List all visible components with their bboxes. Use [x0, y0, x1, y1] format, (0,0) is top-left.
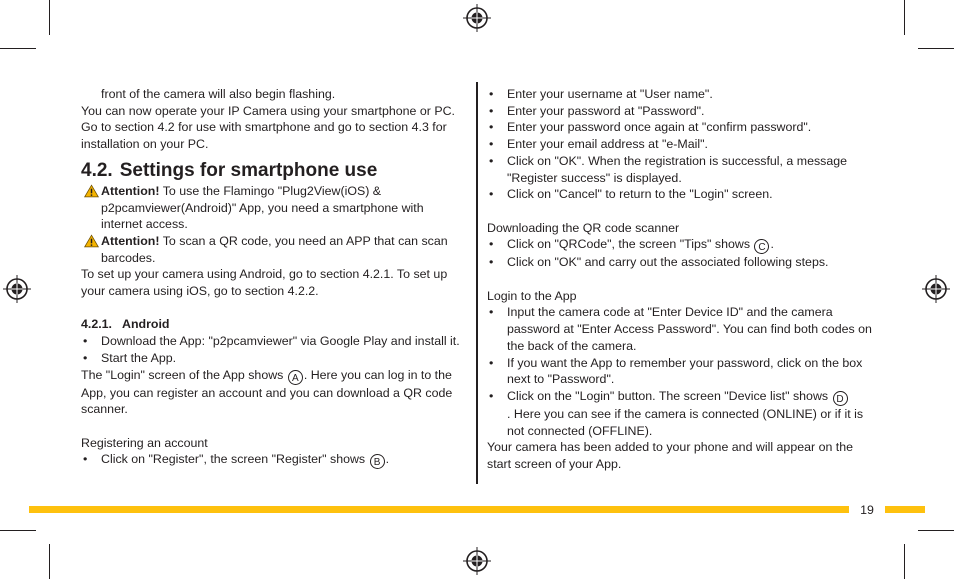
warning-label: Attention!	[101, 233, 160, 248]
registration-mark-icon	[463, 4, 491, 32]
crop-mark	[49, 544, 50, 579]
crop-mark	[918, 48, 954, 49]
intro-paragraph: You can now operate your IP Camera using your smartphone or PC. Go to section 4.2 for use with smartphone and go to section 4.3 for installation on your PC.	[81, 103, 455, 152]
section-number: 4.2.	[81, 159, 113, 181]
list-item: • Click on "OK". When the registration is successful, a message "Register success" is displayed.	[487, 153, 877, 186]
page-number: 19	[860, 503, 874, 517]
list-item: • Click on "OK" and carry out the associated following steps.	[487, 254, 877, 271]
warning-note	[81, 233, 467, 266]
section-heading	[81, 159, 467, 183]
list-item: • Enter your email address at "e-Mail".	[487, 136, 877, 153]
footer-bar	[29, 506, 849, 513]
registration-mark-icon	[463, 547, 491, 575]
list-item: • Click on "QRCode", the screen "Tips" shows C .	[487, 236, 877, 254]
registration-mark-icon	[922, 275, 950, 303]
list-item: • Click on "Cancel" to return to the "Login" screen.	[487, 186, 877, 203]
footer-bar	[885, 506, 925, 513]
closing-paragraph: Your camera has been added to your phone and will appear on the start screen of your App.	[487, 440, 854, 472]
warning-triangle-icon	[84, 184, 99, 198]
warning-text: To use the Flamingo "Plug2View(iOS) & p2pcamviewer(Android)" App, you need a smartphone with internet access.	[101, 183, 424, 232]
list-item: • Click on the "Login" button. The screen "Device list" shows D . Here you can see if the camera is connected (ONLINE) or if it is not connected (OFFLINE).	[487, 388, 877, 439]
warning-label: Attention!	[101, 183, 160, 198]
login-paragraph: The "Login" screen of the App shows A . Here you can log in to the App, you can register an account and you can download a QR code scanner.	[81, 367, 453, 417]
screen-marker-c: C	[754, 239, 769, 254]
crop-mark	[49, 0, 50, 35]
screen-marker-a: A	[288, 370, 303, 385]
list-item: • Input the camera code at "Enter Device ID" and the camera password at "Enter Access Password". You can find both codes on the back of the camera.	[487, 304, 877, 354]
list-item: • Click on "Register", the screen "Register" shows B .	[81, 451, 467, 469]
crop-mark	[904, 0, 905, 35]
screen-marker-b: B	[370, 454, 385, 469]
list-item: • Start the App.	[81, 350, 467, 367]
qr-heading: Downloading the QR code scanner	[487, 220, 680, 235]
column-divider	[476, 82, 478, 484]
warning-triangle-icon	[84, 234, 99, 248]
subsection-number: 4.2.1.	[81, 317, 113, 332]
registration-mark-icon	[3, 275, 31, 303]
login-heading: Login to the App	[487, 288, 577, 303]
crop-mark	[0, 48, 36, 49]
list-item: • Enter your username at "User name".	[487, 86, 877, 103]
list-item: • Enter your password once again at "confirm password".	[487, 119, 877, 136]
list-item: • Download the App: "p2pcamviewer" via Google Play and install it.	[81, 333, 467, 350]
register-heading: Registering an account	[81, 435, 208, 450]
warning-text: To scan a QR code, you need an APP that can scan barcodes.	[101, 233, 448, 265]
screen-marker-d: D	[833, 391, 848, 406]
crop-mark	[0, 530, 36, 531]
continued-line: front of the camera will also begin flashing.	[101, 87, 336, 101]
subsection-heading	[81, 316, 467, 333]
left-column	[81, 86, 467, 469]
section-title: Settings for smartphone use	[119, 159, 378, 181]
crop-mark	[904, 544, 905, 579]
list-item: • Enter your password at "Password".	[487, 103, 877, 120]
warning-note	[81, 183, 467, 233]
crop-mark	[918, 530, 954, 531]
right-column	[487, 86, 877, 473]
list-item: • If you want the App to remember your password, click on the box next to "Password".	[487, 355, 877, 388]
subsection-title: Android	[122, 317, 170, 332]
setup-paragraph: To set up your camera using Android, go to section 4.2.1. To set up your camera using iOS, go to section 4.2.2.	[81, 267, 448, 299]
